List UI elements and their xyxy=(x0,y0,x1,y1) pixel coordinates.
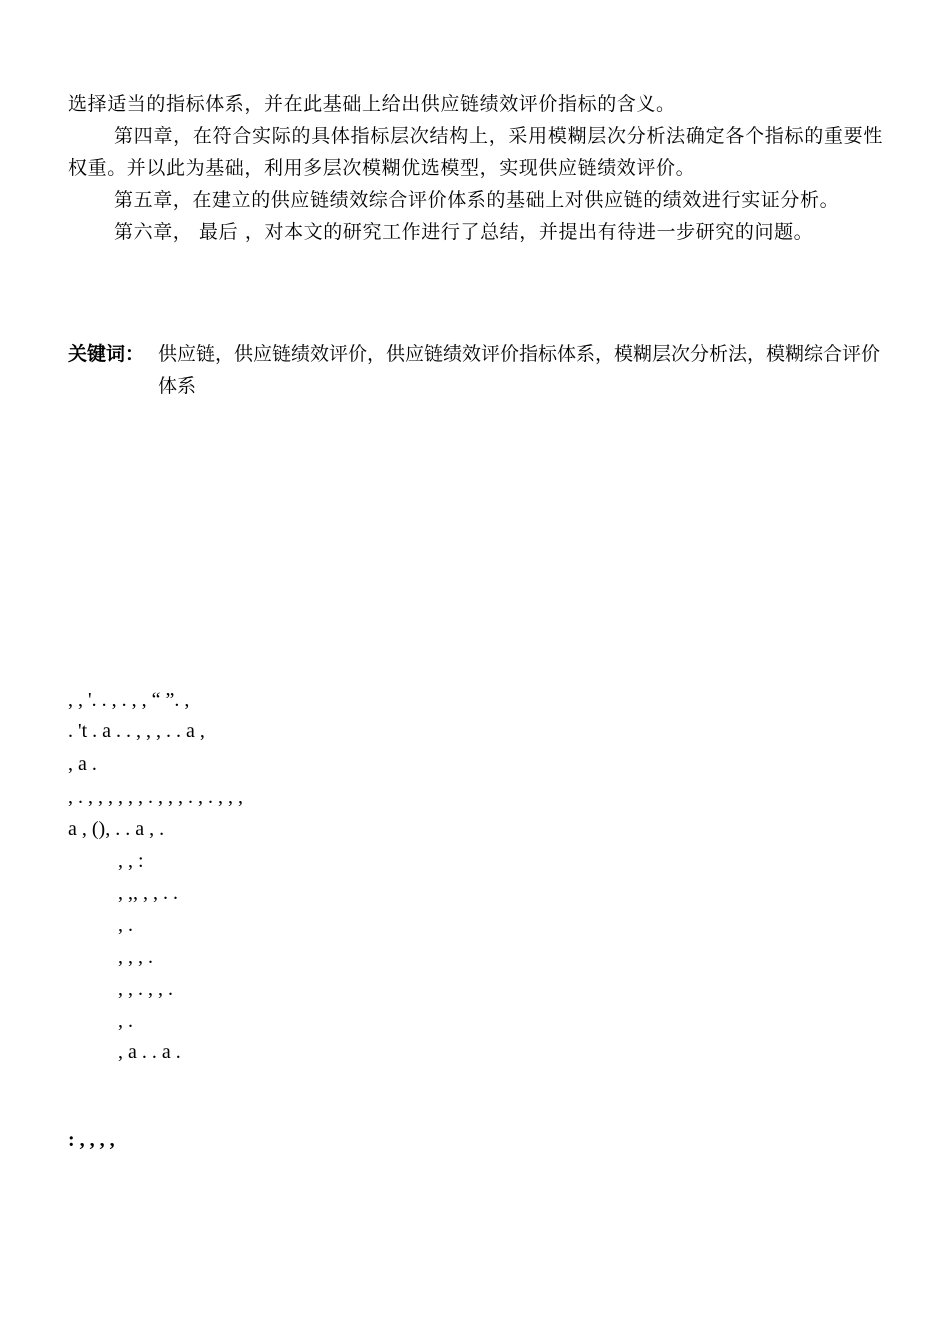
abstract-fragment-line: , a . xyxy=(68,753,97,775)
abstract-fragment-line: a , (), . . a , . xyxy=(68,818,165,840)
abstract-fragment-line: . 't . a . . , , , . . a , xyxy=(68,720,205,742)
abstract-fragment-line: , , . , , . xyxy=(118,978,173,1000)
abstract-fragment-line: , . , , , , , , . , , , . , . , , , xyxy=(68,786,243,808)
abstract-paragraph: 选择适当的指标体系，并在此基础上给出供应链绩效评价指标的含义。 xyxy=(68,93,676,115)
abstract-paragraph: 第六章， 最后 ，对本文的研究工作进行了总结，并提出有待进一步研究的问题。 xyxy=(114,221,814,243)
abstract-fragment-line: , . xyxy=(118,1010,133,1032)
abstract-fragment-line: , a . . a . xyxy=(118,1041,181,1063)
abstract-fragment-line: , . xyxy=(118,914,133,936)
abstract-fragment-line: , , '. . , . , , “ ”. , xyxy=(68,689,190,711)
english-keywords-line: : , , , , xyxy=(68,1129,115,1151)
abstract-paragraph: 第五章，在建立的供应链绩效综合评价体系的基础上对供应链的绩效进行实证分析。 xyxy=(114,189,840,211)
abstract-fragment-line: , , : xyxy=(118,850,144,872)
abstract-fragment-line: , ,, , , . . xyxy=(118,882,178,904)
abstract-paragraph: 第四章，在符合实际的具体指标层次结构上，采用模糊层次分析法确定各个指标的重要性权重。并以此为基础，利用多层次模糊优选模型，实现供应链绩效评价。 xyxy=(68,125,883,179)
abstract-fragment-line: , , , . xyxy=(118,946,153,968)
keywords-label: 关键词： xyxy=(68,343,145,365)
keywords-text: 供应链，供应链绩效评价，供应链绩效评价指标体系，模糊层次分析法，模糊综合评价体系 xyxy=(158,343,881,397)
chinese-abstract-body xyxy=(68,88,883,248)
